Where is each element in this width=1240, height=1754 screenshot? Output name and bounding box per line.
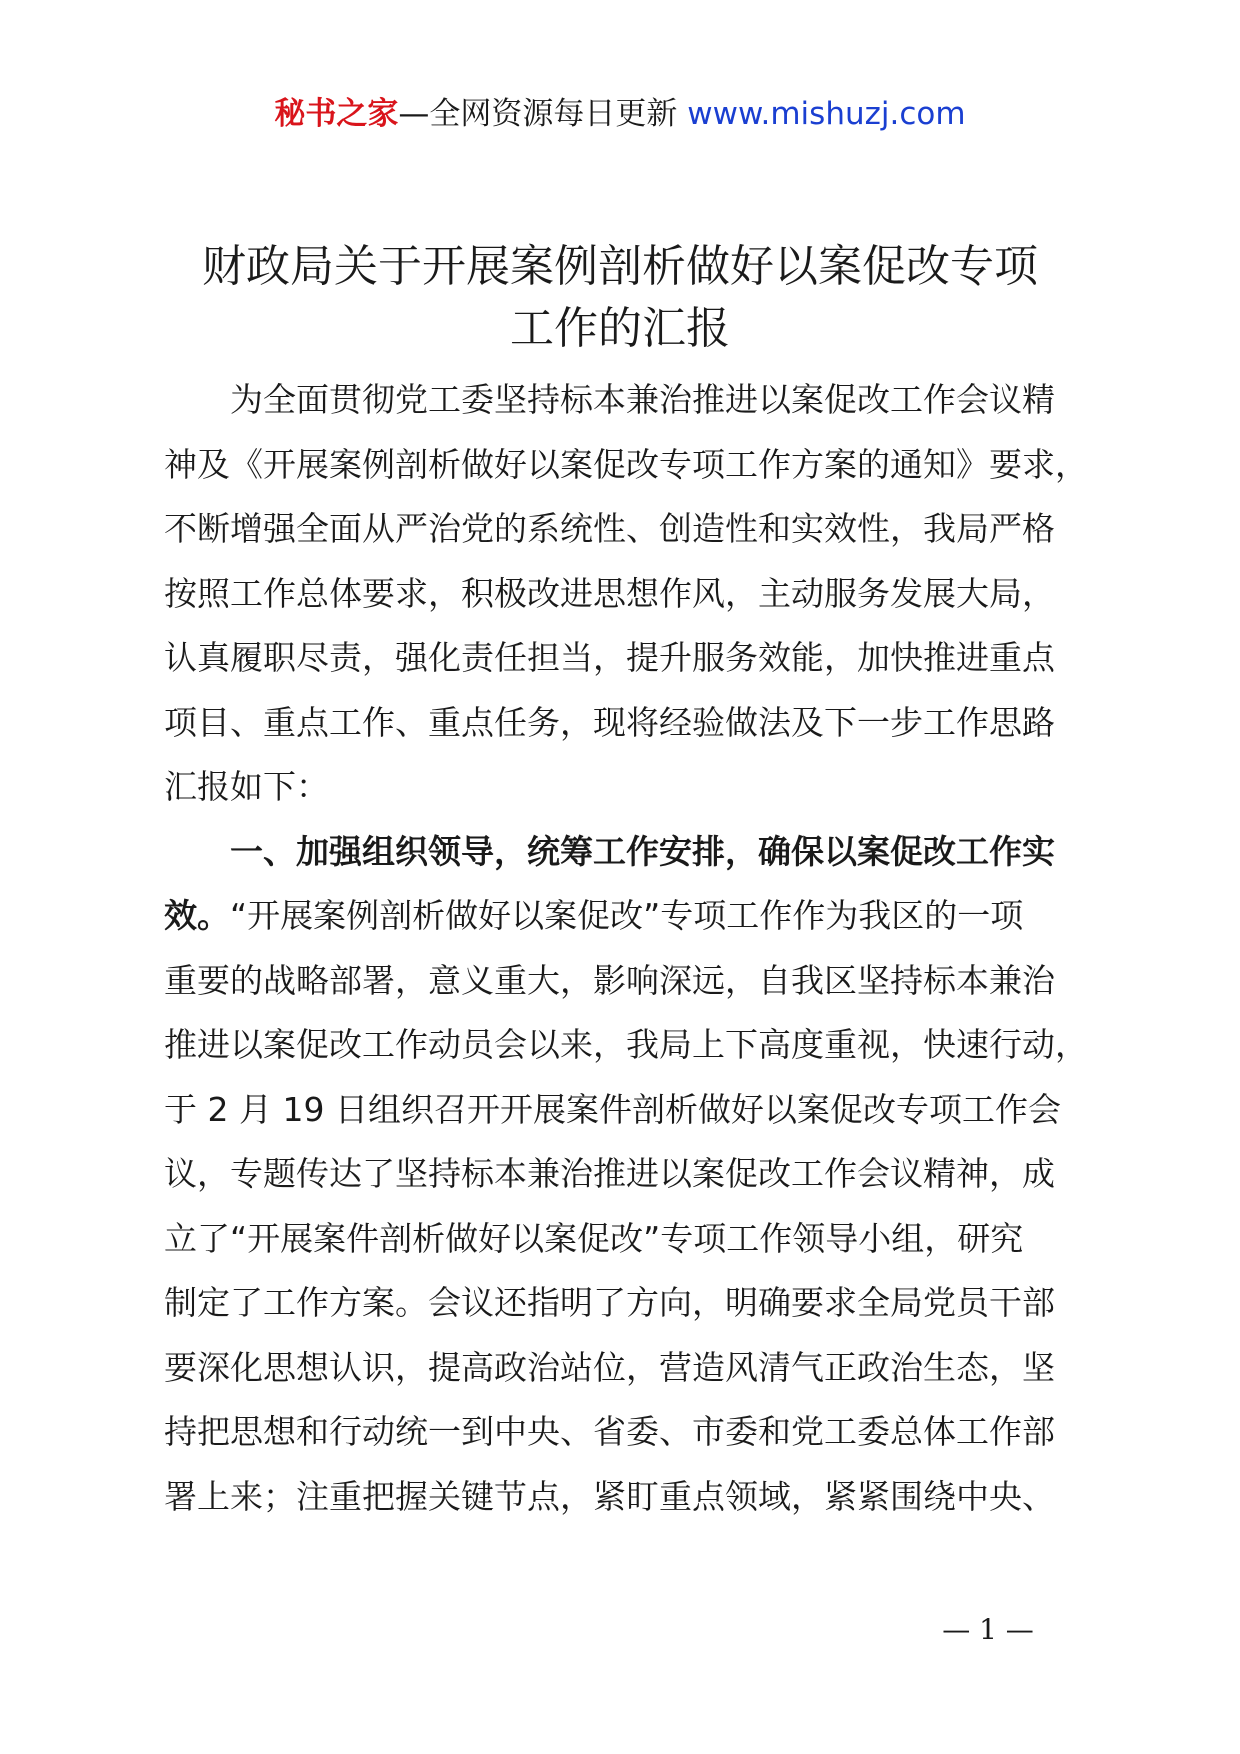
section-heading-line: 一、加强组织领导，统筹工作安排，确保以案促改工作实 [230, 831, 1055, 871]
section-heading-end: 效。 [164, 896, 230, 935]
paragraph-line: 立了“开展案件剖析做好以案促改”专项工作领导小组，研究 [164, 1218, 1024, 1258]
document-title-line-2: 工作的汇报 [510, 303, 730, 354]
page-number: — 1 — [942, 1613, 1034, 1646]
paragraph-line: 制定了工作方案。会议还指明了方向，明确要求全局党员干部 [164, 1283, 1055, 1322]
paragraph-line: 认真履职尽责，强化责任担当，提升服务效能，加快推进重点 [164, 638, 1055, 677]
paragraph-line: 于 2 月 19 日组织召开开展案件剖析做好以案促改专项工作会 [164, 1089, 1061, 1129]
paragraph-section-one [164, 820, 1088, 1530]
document-body [164, 368, 1088, 1529]
paragraph-line: 推进以案促改工作动员会以来，我局上下高度重视，快速行动， [164, 1025, 1088, 1064]
paragraph-line: “开展案例剖析做好以案促改”专项工作作为我区的一项 [230, 896, 1024, 935]
document-title-line-1: 财政局关于开展案例剖析做好以案促改专项 [202, 241, 1038, 292]
paragraph-line: 署上来；注重把握关键节点，紧盯重点领域，紧紧围绕中央、 [164, 1476, 1055, 1516]
paragraph-line: 按照工作总体要求，积极改进思想作风，主动服务发展大局， [164, 573, 1055, 613]
paragraph-line: 为全面贯彻党工委坚持标本兼治推进以案促改工作会议精 [230, 380, 1055, 419]
site-tagline: —全网资源每日更新 [398, 96, 678, 132]
paragraph-intro [164, 368, 1088, 820]
paragraph-line: 不断增强全面从严治党的系统性、创造性和实效性，我局严格 [164, 509, 1055, 548]
paragraph-line: 汇报如下： [164, 767, 329, 806]
paragraph-line: 项目、重点工作、重点任务，现将经验做法及下一步工作思路 [164, 702, 1055, 742]
site-header [0, 94, 1240, 134]
site-brand: 秘书之家 [274, 96, 399, 132]
paragraph-line: 重要的战略部署，意义重大，影响深远，自我区坚持标本兼治 [164, 960, 1055, 1000]
paragraph-line: 议，专题传达了坚持标本兼治推进以案促改工作会议精神，成 [164, 1154, 1055, 1193]
site-url-link[interactable]: www.mishuzj.com [687, 96, 966, 132]
paragraph-line: 要深化思想认识，提高政治站位，营造风清气正政治生态，坚 [164, 1347, 1055, 1387]
paragraph-line: 神及《开展案例剖析做好以案促改专项工作方案的通知》要求， [164, 444, 1088, 484]
paragraph-line: 持把思想和行动统一到中央、省委、市委和党工委总体工作部 [164, 1412, 1055, 1451]
document-title [160, 236, 1080, 360]
